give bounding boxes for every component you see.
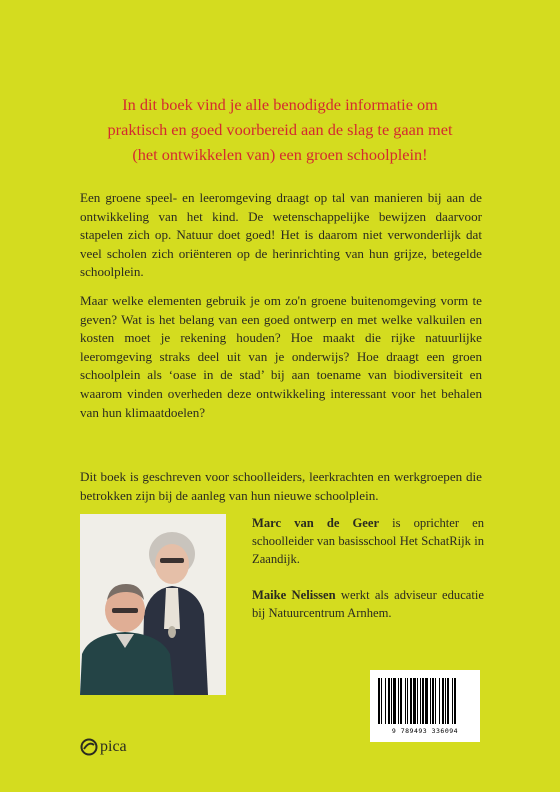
tagline-line: praktisch en goed voorbereid aan de slag te gaan met bbox=[107, 120, 453, 139]
barcode-bar bbox=[454, 678, 456, 724]
author-photo bbox=[80, 514, 226, 695]
barcode bbox=[370, 670, 480, 742]
barcode-bar bbox=[445, 678, 446, 724]
paragraph-audience: Dit boek is geschreven voor schoolleiders, leerkrachten en werkgroepen die betrokken zijn bij de aanleg van hun nieuwe schoolplein. bbox=[80, 469, 482, 503]
barcode-bar bbox=[400, 678, 402, 724]
barcode-bar bbox=[378, 678, 380, 724]
author-bio-marc bbox=[252, 514, 484, 569]
author-name: Maike Nelissen bbox=[252, 588, 336, 602]
barcode-bar bbox=[398, 678, 399, 724]
barcode-bar bbox=[442, 678, 444, 724]
barcode-bar bbox=[405, 678, 406, 724]
barcode-bar bbox=[393, 678, 396, 724]
barcode-bar bbox=[388, 678, 390, 724]
barcode-bar bbox=[413, 678, 416, 724]
barcode-bar bbox=[391, 678, 392, 724]
pica-logo-icon bbox=[80, 738, 98, 756]
tagline bbox=[70, 92, 490, 167]
tagline-line: In dit boek vind je alle benodigde informatie om bbox=[122, 95, 438, 114]
author-name: Marc van de Geer bbox=[252, 516, 380, 530]
barcode-bar bbox=[410, 678, 412, 724]
publisher-logo bbox=[80, 736, 127, 758]
barcode-bar bbox=[385, 678, 386, 724]
barcode-bar bbox=[417, 678, 418, 724]
barcode-bar bbox=[439, 678, 440, 724]
barcode-bar bbox=[432, 678, 434, 724]
barcode-bar bbox=[452, 678, 453, 724]
author-photo-illustration bbox=[80, 514, 226, 695]
barcode-bar bbox=[435, 678, 436, 724]
barcode-bar bbox=[407, 678, 408, 724]
publisher-name: pica bbox=[100, 738, 127, 755]
barcode-bar bbox=[381, 678, 382, 724]
barcode-bar bbox=[425, 678, 428, 724]
barcode-bar bbox=[422, 678, 424, 724]
author-description: werkt als adviseur educatie bij Natuurcentrum Arnhem. bbox=[252, 588, 484, 621]
tagline-line: (het ontwikkelen van) een groen schoolplein! bbox=[132, 145, 428, 164]
author-bio-maike bbox=[252, 586, 484, 622]
barcode-bars bbox=[376, 678, 474, 726]
author-description: is oprichter en schoolleider van basisschool Het SchatRijk in Zaandijk. bbox=[252, 516, 484, 567]
isbn-number: 9 789493 336094 bbox=[391, 727, 459, 735]
barcode-bar bbox=[420, 678, 421, 724]
barcode-bar bbox=[430, 678, 431, 724]
barcode-bar bbox=[447, 678, 449, 724]
paragraph-questions: Maar welke elementen gebruik je om zo'n groene buitenomgeving vorm te geven? Wat is het belang van een goed ontwerp en met welke valkuilen en kosten moet je rekening houden? Hoe maakt die rijke natuurlijke leeromgeving straks deel uit van je onderwijs? Hoe draagt een groen schoolplein als ‘oase in de stad’ bij aan toename van biodiversiteit en waarom vinden overheden deze ontwikkeling interessant voor het behalen van hun klimaatdoelen? bbox=[80, 293, 482, 420]
paragraph-intro: Een groene speel- en leeromgeving draagt op tal van manieren bij aan de ontwikkeling van het kind. De wetenschappelijke bewijzen daarvoor stapelen zich op. Natuur doet goed! Het is daarom niet verwonderlijk dat veel scholen zich oriënteren op de herinrichting van hun grijze, betegelde schoolplein. bbox=[80, 190, 482, 280]
